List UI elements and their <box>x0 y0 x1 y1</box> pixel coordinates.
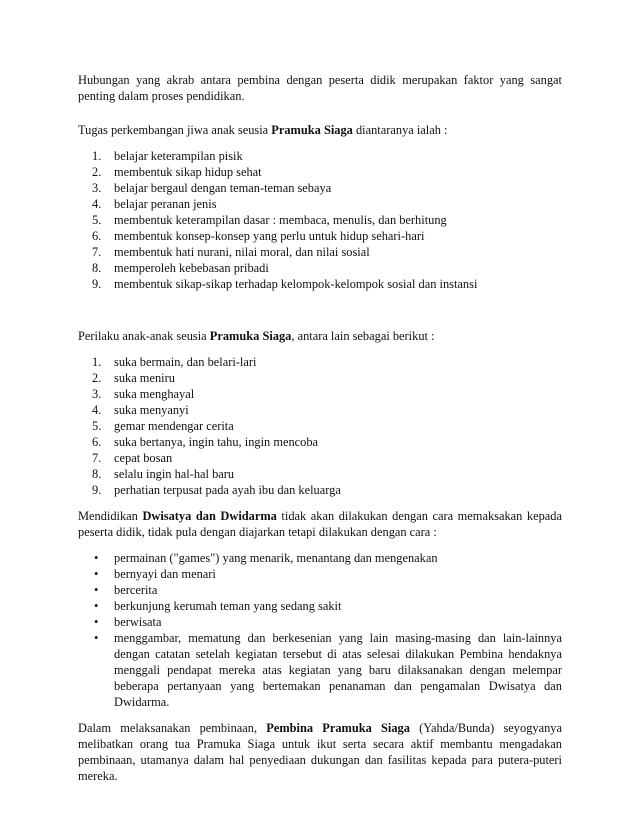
method-bullet-item <box>78 550 562 566</box>
behavior-item-number: 4. <box>92 403 102 417</box>
behavior-item-number: 6. <box>92 435 102 449</box>
methods-bold: Dwisatya dan Dwidarma <box>142 509 277 523</box>
behavior-item <box>78 466 562 482</box>
methods-paragraph <box>78 508 562 540</box>
behavior-item-number: 1. <box>92 355 102 369</box>
behavior-text-after: , antara lain sebagai berikut : <box>291 329 435 343</box>
method-bullet-text: berwisata <box>114 615 162 629</box>
behavior-item <box>78 434 562 450</box>
behavior-item-text: selalu ingin hal-hal baru <box>114 467 235 481</box>
bullet-dot-icon: • <box>94 599 99 613</box>
development-task-item-number: 3. <box>92 181 102 195</box>
method-bullet-item <box>78 630 562 710</box>
development-task-item-text: membentuk sikap hidup sehat <box>114 165 262 179</box>
development-task-item-number: 2. <box>92 165 102 179</box>
method-bullet-text: bercerita <box>114 583 158 597</box>
development-task-item <box>78 212 562 228</box>
behavior-item <box>78 402 562 418</box>
method-bullet-item <box>78 582 562 598</box>
intro-paragraph: Hubungan yang akrab antara pembina dengan peserta didik merupakan faktor yang sangat penting dalam proses pendidikan. <box>78 73 562 103</box>
bullet-dot-icon: • <box>94 551 99 565</box>
methods-text-before: Mendidikan <box>78 509 143 523</box>
development-task-item-text: membentuk hati nurani, nilai moral, dan nilai sosial <box>114 245 370 259</box>
development-tasks-heading <box>78 122 562 138</box>
development-tasks-list <box>78 148 562 292</box>
method-bullet-text: berkunjung kerumah teman yang sedang sakit <box>114 599 342 613</box>
method-bullet-text: menggambar, mematung dan berkesenian yang lain masing-masing dan lain-lainnya dengan catatan setelah kegiatan tersebut di atas selesai dilakukan Pembina hendaknya menggali pendapat mereka atas kegiatan yang baru dilaksanakan dengan melempar beberapa pertanyaan yang bertemakan penanaman dan pengamalan Dwisatya dan Dwidarma. <box>114 631 562 709</box>
behavior-bold: Pramuka Siaga <box>209 329 292 343</box>
document-page <box>78 72 562 784</box>
behavior-item-text: cepat bosan <box>114 451 173 465</box>
development-task-item <box>78 244 562 260</box>
behavior-item <box>78 450 562 466</box>
development-task-item-number: 4. <box>92 197 102 211</box>
closing-paragraph <box>78 720 562 784</box>
bullet-dot-icon: • <box>94 583 99 597</box>
behavior-item-text: suka bertanya, ingin tahu, ingin mencoba <box>114 435 319 449</box>
behavior-item-number: 7. <box>92 451 102 465</box>
development-tasks-bold: Pramuka Siaga <box>271 123 353 137</box>
behavior-item <box>78 354 562 370</box>
behavior-item <box>78 370 562 386</box>
behavior-item <box>78 482 562 498</box>
development-task-item-number: 8. <box>92 261 102 275</box>
method-bullet-item <box>78 566 562 582</box>
behavior-item-number: 9. <box>92 483 102 497</box>
development-task-item <box>78 180 562 196</box>
development-task-item-text: belajar keterampilan pisik <box>114 149 243 163</box>
development-task-item-number: 7. <box>92 245 102 259</box>
development-task-item-number: 6. <box>92 229 102 243</box>
behavior-item-number: 5. <box>92 419 102 433</box>
methods-bullet-list <box>78 550 562 710</box>
bullet-dot-icon: • <box>94 567 99 581</box>
behavior-item-text: suka bermain, dan belari-lari <box>114 355 257 369</box>
development-task-item <box>78 276 562 292</box>
behavior-item-text: perhatian terpusat pada ayah ibu dan keluarga <box>114 483 341 497</box>
method-bullet-item <box>78 614 562 630</box>
behavior-item-number: 2. <box>92 371 102 385</box>
behavior-heading <box>78 328 562 344</box>
development-task-item-text: memperoleh kebebasan pribadi <box>114 261 269 275</box>
development-task-item-text: membentuk sikap-sikap terhadap kelompok-kelompok sosial dan instansi <box>114 277 478 291</box>
bullet-dot-icon: • <box>94 615 99 629</box>
development-task-item-text: membentuk konsep-konsep yang perlu untuk hidup sehari-hari <box>114 229 425 243</box>
method-bullet-text: bernyayi dan menari <box>114 567 216 581</box>
closing-text-before: Dalam melaksanakan pembinaan, <box>78 721 267 735</box>
behavior-item-text: suka menghayal <box>114 387 195 401</box>
development-task-item <box>78 228 562 244</box>
closing-text-after: (Yahda/Bunda) seyogyanya melibatkan orang tua Pramuka Siaga untuk ikut serta secara aktif membantu mengadakan pembinaan, utamanya dalam hal penyediaan dukungan dan fasilitas kepada para putera-puteri mereka. <box>78 721 562 783</box>
development-task-item-number: 9. <box>92 277 102 291</box>
method-bullet-text: permainan ("games") yang menarik, menantang dan mengenakan <box>114 551 438 565</box>
development-tasks-text-before: Tugas perkembangan jiwa anak seusia <box>78 123 272 137</box>
closing-bold: Pembina Pramuka Siaga <box>266 721 410 735</box>
behavior-item <box>78 418 562 434</box>
behavior-item-text: gemar mendengar cerita <box>114 419 234 433</box>
development-task-item <box>78 164 562 180</box>
development-task-item-text: belajar peranan jenis <box>114 197 217 211</box>
development-task-item-number: 1. <box>92 149 102 163</box>
behavior-item <box>78 386 562 402</box>
development-tasks-text-after: diantaranya ialah : <box>352 123 448 137</box>
behavior-list <box>78 354 562 498</box>
bullet-dot-icon: • <box>94 631 99 645</box>
methods-text-after: tidak akan dilakukan dengan cara memaksakan kepada peserta didik, tidak pula dengan diajarkan tetapi dilakukan dengan cara : <box>78 509 562 539</box>
behavior-item-number: 3. <box>92 387 102 401</box>
development-task-item <box>78 260 562 276</box>
behavior-item-number: 8. <box>92 467 102 481</box>
development-task-item-text: belajar bergaul dengan teman-teman sebaya <box>114 181 332 195</box>
development-task-item <box>78 196 562 212</box>
development-task-item-number: 5. <box>92 213 102 227</box>
development-task-item-text: membentuk keterampilan dasar : membaca, menulis, dan berhitung <box>114 213 447 227</box>
behavior-item-text: suka meniru <box>114 371 175 385</box>
method-bullet-item <box>78 598 562 614</box>
behavior-item-text: suka menyanyi <box>114 403 189 417</box>
development-task-item <box>78 148 562 164</box>
behavior-text-before: Perilaku anak-anak seusia <box>78 329 210 343</box>
